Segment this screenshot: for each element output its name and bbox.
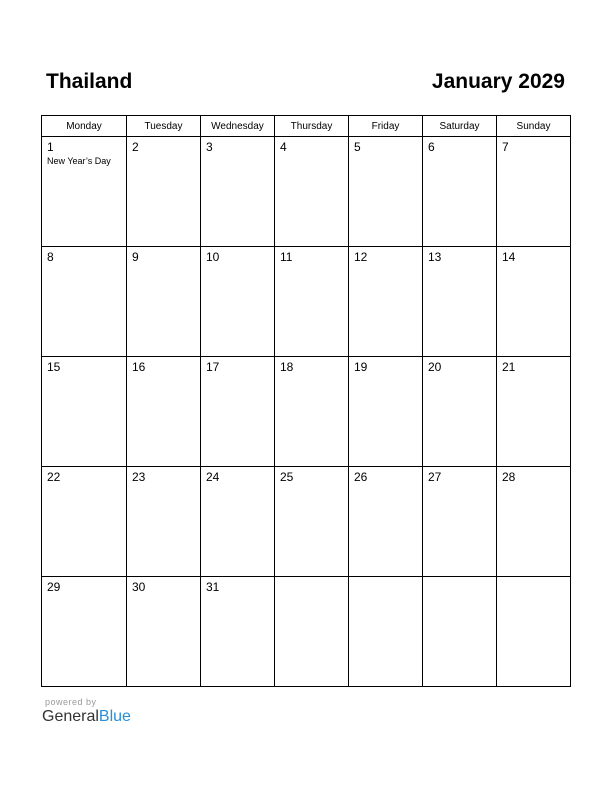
weekday-header: Monday [42, 116, 127, 137]
day-cell [275, 357, 349, 467]
brand-name-general: General [42, 708, 99, 725]
day-number: 24 [206, 470, 220, 484]
day-cell [497, 247, 571, 357]
day-number: 10 [206, 250, 220, 264]
day-number: 2 [132, 140, 139, 154]
day-number: 6 [428, 140, 435, 154]
day-cell [349, 247, 423, 357]
day-cell [201, 577, 275, 687]
calendar-grid [41, 115, 571, 687]
day-cell-empty [423, 577, 497, 687]
week-row [42, 357, 571, 467]
day-cell [127, 467, 201, 577]
weekday-header: Sunday [497, 116, 571, 137]
day-number: 29 [47, 580, 61, 594]
day-number: 14 [502, 250, 516, 264]
day-cell [497, 467, 571, 577]
day-number: 28 [502, 470, 516, 484]
day-number: 21 [502, 360, 516, 374]
day-number: 27 [428, 470, 442, 484]
country-title: Thailand [46, 70, 133, 93]
day-cell [275, 467, 349, 577]
day-number: 19 [354, 360, 368, 374]
week-row [42, 577, 571, 687]
day-number: 5 [354, 140, 361, 154]
weekday-header: Friday [349, 116, 423, 137]
weekday-header-row [42, 116, 571, 137]
brand-name-blue: Blue [98, 708, 131, 725]
day-cell [275, 137, 349, 247]
day-cell [201, 247, 275, 357]
footer-branding [42, 697, 131, 726]
day-number: 4 [280, 140, 287, 154]
day-number: 25 [280, 470, 294, 484]
day-number: 20 [428, 360, 442, 374]
day-cell [423, 247, 497, 357]
day-number: 18 [280, 360, 294, 374]
day-cell [42, 577, 127, 687]
day-cell [423, 467, 497, 577]
day-cell [423, 137, 497, 247]
day-cell [42, 357, 127, 467]
day-cell [497, 357, 571, 467]
day-cell [127, 357, 201, 467]
day-cell [127, 247, 201, 357]
day-number: 30 [132, 580, 146, 594]
day-cell [275, 247, 349, 357]
week-row [42, 137, 571, 247]
day-cell [127, 137, 201, 247]
day-cell [201, 467, 275, 577]
day-cell [201, 357, 275, 467]
day-number: 15 [47, 360, 61, 374]
day-cell [497, 137, 571, 247]
weekday-header: Saturday [423, 116, 497, 137]
day-cell-empty [349, 577, 423, 687]
day-cell-empty [497, 577, 571, 687]
day-cell [349, 137, 423, 247]
day-cell [42, 247, 127, 357]
day-cell-empty [275, 577, 349, 687]
day-number: 26 [354, 470, 368, 484]
day-cell [127, 577, 201, 687]
day-number: 12 [354, 250, 368, 264]
day-number: 22 [47, 470, 61, 484]
day-number: 8 [47, 250, 54, 264]
day-number: 31 [206, 580, 220, 594]
week-row [42, 247, 571, 357]
day-number: 1 [47, 140, 54, 154]
day-number: 16 [132, 360, 146, 374]
day-number: 11 [280, 250, 293, 264]
powered-by-text: powered by [45, 697, 97, 707]
day-cell [42, 467, 127, 577]
month-year-title: January 2029 [431, 70, 565, 93]
day-cell [349, 467, 423, 577]
day-number: 9 [132, 250, 139, 264]
holiday-label: New Year’s Day [47, 156, 111, 166]
day-cell [423, 357, 497, 467]
day-cell [201, 137, 275, 247]
day-cell [42, 137, 127, 247]
day-cell [349, 357, 423, 467]
week-row [42, 467, 571, 577]
day-number: 17 [206, 360, 220, 374]
weekday-header: Tuesday [127, 116, 201, 137]
day-number: 7 [502, 140, 509, 154]
day-number: 23 [132, 470, 146, 484]
day-number: 13 [428, 250, 442, 264]
day-number: 3 [206, 140, 213, 154]
weekday-header: Wednesday [201, 116, 275, 137]
weekday-header: Thursday [275, 116, 349, 137]
generalblue-logo[interactable] [42, 708, 131, 726]
